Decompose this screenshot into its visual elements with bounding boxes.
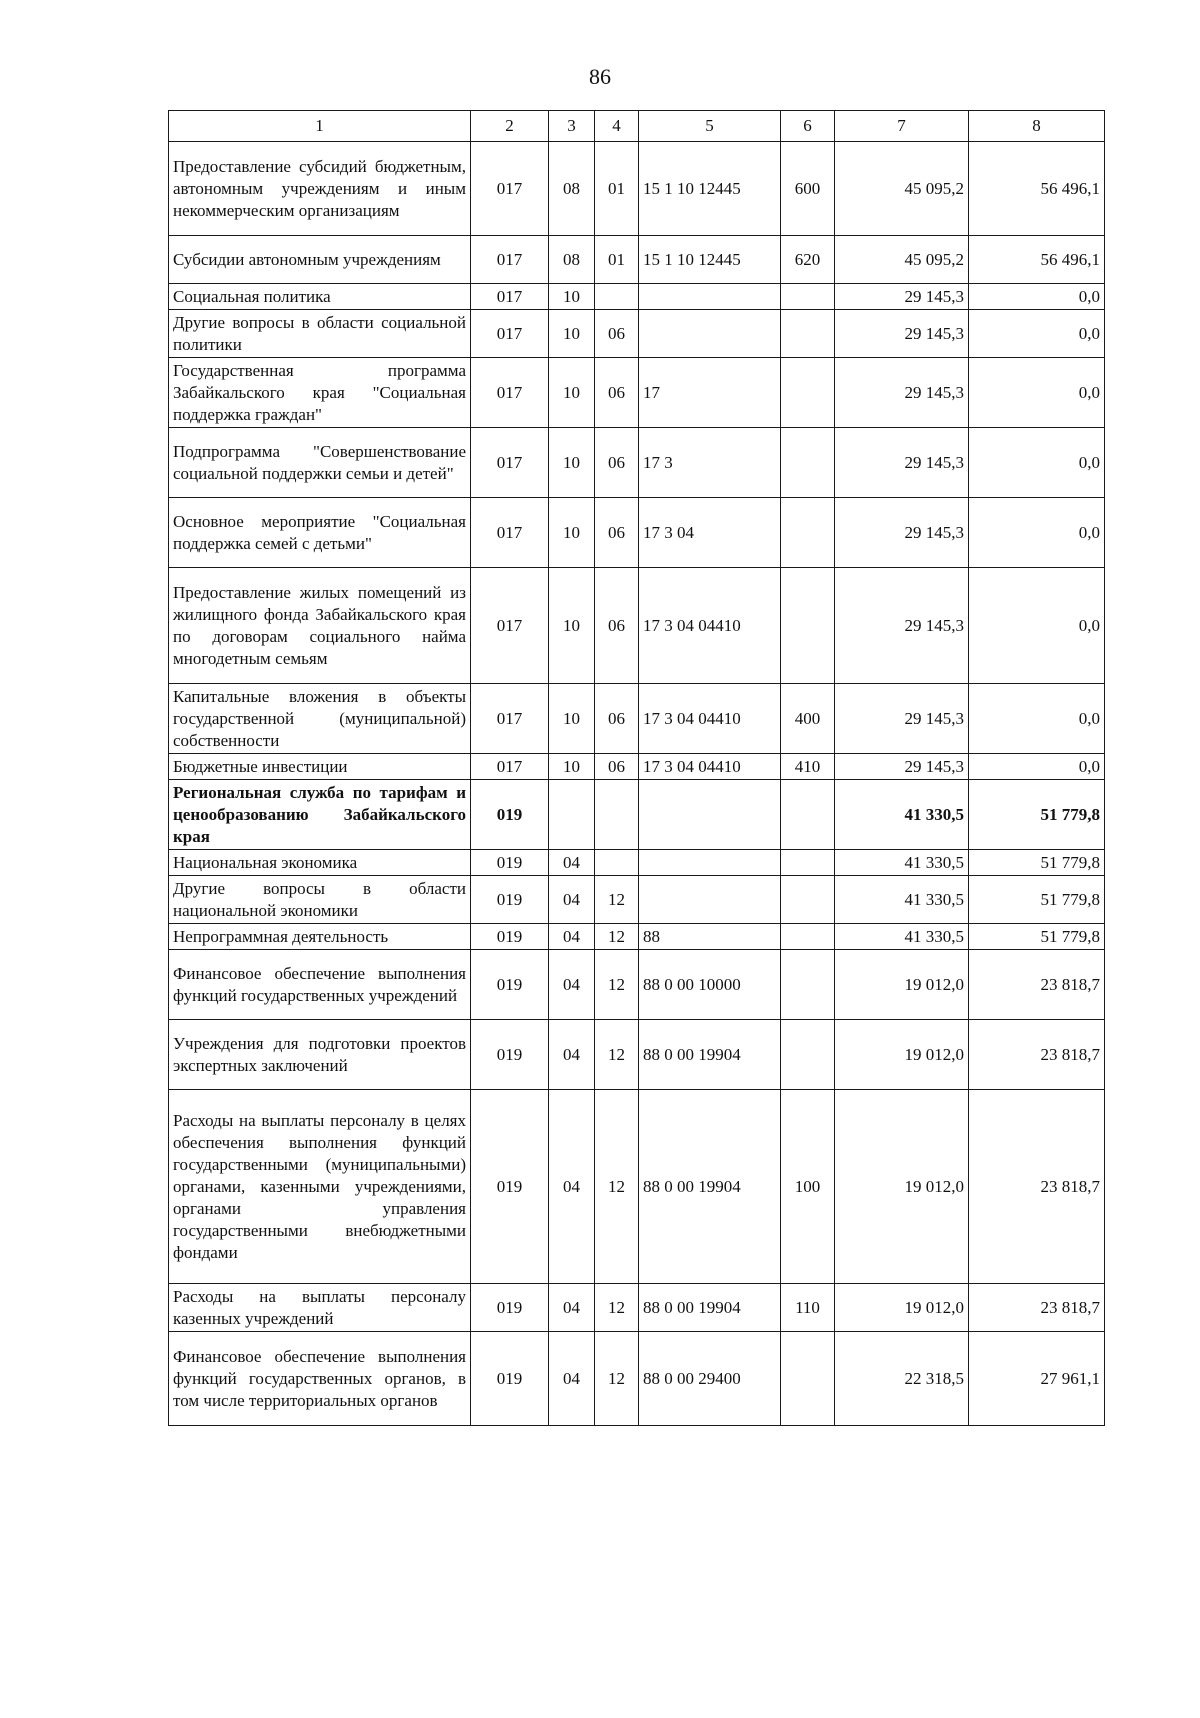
name-cell: Расходы на выплаты персоналу в целях обеспечения выполнения функций государственными (муниципальными) органами, казенными учреждениями, органами управления государственными внебюджетными фондами — [169, 1090, 471, 1284]
page-number: 86 — [589, 64, 611, 89]
admin-code-cell: 019 — [471, 1020, 549, 1090]
amount-year1-cell: 19 012,0 — [835, 1020, 969, 1090]
section-cell: 08 — [549, 236, 595, 284]
target-article-cell: 17 — [639, 358, 781, 428]
target-article-cell: 17 3 — [639, 428, 781, 498]
table-row — [169, 236, 1105, 284]
amount-year2-cell: 51 779,8 — [969, 924, 1105, 950]
amount-year2-cell: 0,0 — [969, 754, 1105, 780]
header-row — [169, 111, 1105, 142]
name-cell: Учреждения для подготовки проектов экспертных заключений — [169, 1020, 471, 1090]
target-article-cell — [639, 876, 781, 924]
table-row — [169, 780, 1105, 850]
section-cell: 10 — [549, 754, 595, 780]
table-row — [169, 310, 1105, 358]
admin-code-cell: 017 — [471, 310, 549, 358]
amount-year2-cell: 23 818,7 — [969, 1284, 1105, 1332]
section-cell: 04 — [549, 876, 595, 924]
admin-code-cell: 019 — [471, 850, 549, 876]
subsection-cell: 12 — [595, 1090, 639, 1284]
admin-code-cell: 019 — [471, 876, 549, 924]
amount-year2-cell: 51 779,8 — [969, 876, 1105, 924]
admin-code-cell: 019 — [471, 1332, 549, 1426]
table-row — [169, 358, 1105, 428]
amount-year1-cell: 29 145,3 — [835, 684, 969, 754]
amount-year1-cell: 45 095,2 — [835, 236, 969, 284]
amount-year2-cell: 0,0 — [969, 310, 1105, 358]
name-cell: Субсидии автономным учреждениям — [169, 236, 471, 284]
subsection-cell — [595, 850, 639, 876]
name-cell: Социальная политика — [169, 284, 471, 310]
target-article-cell: 17 3 04 04410 — [639, 568, 781, 684]
amount-year2-cell: 0,0 — [969, 284, 1105, 310]
name-cell: Финансовое обеспечение выполнения функций государственных органов, в том числе территориальных органов — [169, 1332, 471, 1426]
target-article-cell: 88 — [639, 924, 781, 950]
name-cell: Предоставление жилых помещений из жилищного фонда Забайкальского края по договорам социального найма многодетным семьям — [169, 568, 471, 684]
expense-type-cell: 100 — [781, 1090, 835, 1284]
amount-year2-cell: 27 961,1 — [969, 1332, 1105, 1426]
section-cell: 04 — [549, 1090, 595, 1284]
table-row — [169, 1332, 1105, 1426]
subsection-cell: 06 — [595, 498, 639, 568]
admin-code-cell: 017 — [471, 236, 549, 284]
table-row — [169, 876, 1105, 924]
amount-year1-cell: 41 330,5 — [835, 850, 969, 876]
admin-code-cell: 017 — [471, 358, 549, 428]
admin-code-cell: 019 — [471, 924, 549, 950]
table-row — [169, 142, 1105, 236]
target-article-cell: 88 0 00 10000 — [639, 950, 781, 1020]
budget-table — [168, 110, 1105, 1426]
header-cell: 1 — [169, 111, 471, 142]
subsection-cell: 06 — [595, 310, 639, 358]
target-article-cell: 88 0 00 19904 — [639, 1090, 781, 1284]
name-cell: Капитальные вложения в объекты государственной (муниципальной) собственности — [169, 684, 471, 754]
target-article-cell: 17 3 04 04410 — [639, 684, 781, 754]
amount-year1-cell: 19 012,0 — [835, 950, 969, 1020]
target-article-cell — [639, 284, 781, 310]
expense-type-cell: 600 — [781, 142, 835, 236]
header-cell: 3 — [549, 111, 595, 142]
section-cell: 10 — [549, 428, 595, 498]
target-article-cell — [639, 850, 781, 876]
table-row — [169, 284, 1105, 310]
section-cell: 10 — [549, 284, 595, 310]
subsection-cell: 06 — [595, 358, 639, 428]
header-cell: 2 — [471, 111, 549, 142]
header-cell: 6 — [781, 111, 835, 142]
target-article-cell: 88 0 00 19904 — [639, 1284, 781, 1332]
amount-year1-cell: 45 095,2 — [835, 142, 969, 236]
amount-year1-cell: 29 145,3 — [835, 428, 969, 498]
expense-type-cell — [781, 428, 835, 498]
section-cell: 04 — [549, 850, 595, 876]
amount-year2-cell: 56 496,1 — [969, 142, 1105, 236]
section-cell: 04 — [549, 1284, 595, 1332]
target-article-cell — [639, 310, 781, 358]
target-article-cell: 88 0 00 29400 — [639, 1332, 781, 1426]
expense-type-cell — [781, 310, 835, 358]
name-cell: Подпрограмма "Совершенствование социальной поддержки семьи и детей" — [169, 428, 471, 498]
amount-year2-cell: 0,0 — [969, 358, 1105, 428]
admin-code-cell: 017 — [471, 284, 549, 310]
amount-year1-cell: 29 145,3 — [835, 284, 969, 310]
name-cell: Финансовое обеспечение выполнения функций государственных учреждений — [169, 950, 471, 1020]
name-cell: Бюджетные инвестиции — [169, 754, 471, 780]
amount-year1-cell: 19 012,0 — [835, 1090, 969, 1284]
table-row — [169, 568, 1105, 684]
expense-type-cell — [781, 498, 835, 568]
expense-type-cell — [781, 950, 835, 1020]
admin-code-cell: 019 — [471, 1090, 549, 1284]
target-article-cell: 17 3 04 04410 — [639, 754, 781, 780]
admin-code-cell: 017 — [471, 754, 549, 780]
amount-year1-cell: 41 330,5 — [835, 780, 969, 850]
header-cell: 4 — [595, 111, 639, 142]
expense-type-cell — [781, 850, 835, 876]
name-cell: Расходы на выплаты персоналу казенных учреждений — [169, 1284, 471, 1332]
subsection-cell — [595, 284, 639, 310]
section-cell: 10 — [549, 568, 595, 684]
expense-type-cell — [781, 568, 835, 684]
name-cell: Предоставление субсидий бюджетным, автономным учреждениям и иным некоммерческим организациям — [169, 142, 471, 236]
amount-year2-cell: 51 779,8 — [969, 850, 1105, 876]
section-cell: 04 — [549, 1020, 595, 1090]
amount-year2-cell: 51 779,8 — [969, 780, 1105, 850]
name-cell: Национальная экономика — [169, 850, 471, 876]
admin-code-cell: 017 — [471, 498, 549, 568]
amount-year2-cell: 23 818,7 — [969, 1090, 1105, 1284]
admin-code-cell: 017 — [471, 428, 549, 498]
amount-year2-cell: 0,0 — [969, 684, 1105, 754]
target-article-cell: 15 1 10 12445 — [639, 236, 781, 284]
table-row — [169, 1020, 1105, 1090]
admin-code-cell: 019 — [471, 950, 549, 1020]
name-cell: Региональная служба по тарифам и ценообразованию Забайкальского края — [169, 780, 471, 850]
name-cell: Другие вопросы в области социальной политики — [169, 310, 471, 358]
amount-year1-cell: 29 145,3 — [835, 568, 969, 684]
section-cell: 10 — [549, 310, 595, 358]
admin-code-cell: 019 — [471, 780, 549, 850]
subsection-cell: 12 — [595, 1020, 639, 1090]
expense-type-cell — [781, 780, 835, 850]
expense-type-cell — [781, 358, 835, 428]
section-cell: 10 — [549, 498, 595, 568]
target-article-cell: 88 0 00 19904 — [639, 1020, 781, 1090]
admin-code-cell: 019 — [471, 1284, 549, 1332]
table-row — [169, 950, 1105, 1020]
table-row — [169, 850, 1105, 876]
amount-year2-cell: 23 818,7 — [969, 950, 1105, 1020]
amount-year2-cell: 56 496,1 — [969, 236, 1105, 284]
amount-year1-cell: 29 145,3 — [835, 310, 969, 358]
table-row — [169, 754, 1105, 780]
amount-year1-cell: 29 145,3 — [835, 754, 969, 780]
name-cell: Государственная программа Забайкальского края "Социальная поддержка граждан" — [169, 358, 471, 428]
target-article-cell: 15 1 10 12445 — [639, 142, 781, 236]
subsection-cell: 12 — [595, 876, 639, 924]
name-cell: Другие вопросы в области национальной экономики — [169, 876, 471, 924]
amount-year1-cell: 29 145,3 — [835, 498, 969, 568]
name-cell: Непрограммная деятельность — [169, 924, 471, 950]
table-row — [169, 428, 1105, 498]
expense-type-cell: 110 — [781, 1284, 835, 1332]
subsection-cell: 06 — [595, 684, 639, 754]
section-cell: 04 — [549, 1332, 595, 1426]
subsection-cell: 06 — [595, 568, 639, 684]
expense-type-cell — [781, 1020, 835, 1090]
amount-year1-cell: 29 145,3 — [835, 358, 969, 428]
admin-code-cell: 017 — [471, 142, 549, 236]
expense-type-cell: 410 — [781, 754, 835, 780]
table-body — [169, 111, 1105, 1426]
subsection-cell: 12 — [595, 950, 639, 1020]
admin-code-cell: 017 — [471, 684, 549, 754]
subsection-cell: 12 — [595, 1284, 639, 1332]
table-row — [169, 498, 1105, 568]
section-cell: 04 — [549, 950, 595, 1020]
section-cell: 08 — [549, 142, 595, 236]
amount-year2-cell: 0,0 — [969, 568, 1105, 684]
header-cell: 5 — [639, 111, 781, 142]
amount-year1-cell: 19 012,0 — [835, 1284, 969, 1332]
amount-year2-cell: 23 818,7 — [969, 1020, 1105, 1090]
amount-year2-cell: 0,0 — [969, 498, 1105, 568]
header-cell: 7 — [835, 111, 969, 142]
section-cell: 10 — [549, 358, 595, 428]
subsection-cell: 12 — [595, 1332, 639, 1426]
expense-type-cell — [781, 284, 835, 310]
expense-type-cell — [781, 876, 835, 924]
name-cell: Основное мероприятие "Социальная поддержка семей с детьми" — [169, 498, 471, 568]
target-article-cell — [639, 780, 781, 850]
section-cell — [549, 780, 595, 850]
section-cell: 10 — [549, 684, 595, 754]
target-article-cell: 17 3 04 — [639, 498, 781, 568]
subsection-cell: 12 — [595, 924, 639, 950]
expense-type-cell — [781, 924, 835, 950]
admin-code-cell: 017 — [471, 568, 549, 684]
amount-year1-cell: 41 330,5 — [835, 876, 969, 924]
subsection-cell: 06 — [595, 428, 639, 498]
subsection-cell — [595, 780, 639, 850]
amount-year2-cell: 0,0 — [969, 428, 1105, 498]
subsection-cell: 01 — [595, 142, 639, 236]
header-cell: 8 — [969, 111, 1105, 142]
table-row — [169, 1090, 1105, 1284]
expense-type-cell: 400 — [781, 684, 835, 754]
subsection-cell: 01 — [595, 236, 639, 284]
section-cell: 04 — [549, 924, 595, 950]
expense-type-cell: 620 — [781, 236, 835, 284]
subsection-cell: 06 — [595, 754, 639, 780]
amount-year1-cell: 41 330,5 — [835, 924, 969, 950]
table-row — [169, 1284, 1105, 1332]
expense-type-cell — [781, 1332, 835, 1426]
amount-year1-cell: 22 318,5 — [835, 1332, 969, 1426]
table-row — [169, 684, 1105, 754]
table-row — [169, 924, 1105, 950]
